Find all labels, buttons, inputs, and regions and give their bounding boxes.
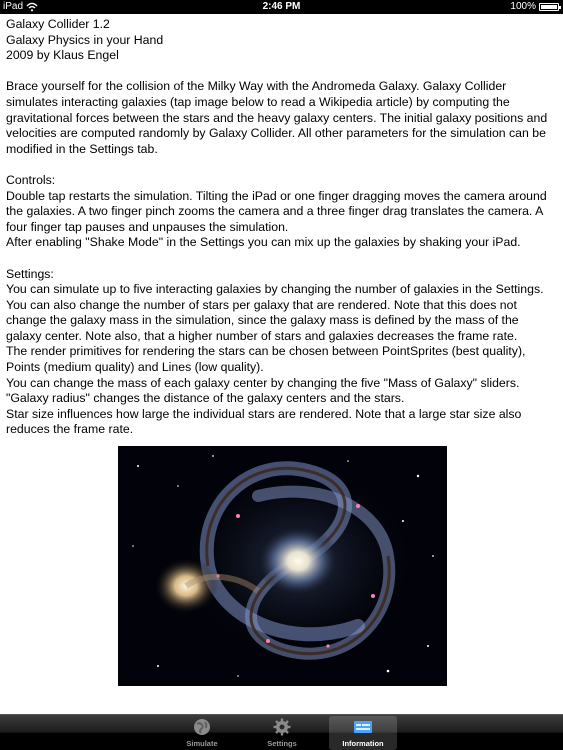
whirlpool-galaxy-picture — [118, 446, 447, 686]
tab-information-label: Information — [342, 739, 384, 748]
shake-paragraph: After enabling "Shake Mode" in the Settings you can mix up the galaxies by shaking your iPad. — [6, 235, 521, 250]
gear-icon — [272, 717, 292, 737]
settings-paragraph-1: You can simulate up to five interacting galaxies by changing the number of galaxies in the Settings. You can also change the number of stars per galaxy that are rendered. Note that this does not change the galaxy mass in the simulation, since the galaxy mass is defined by the mass of the galaxy center. Note also, that a higher number of stars and galaxies decreases the frame rate. — [6, 282, 544, 343]
settings-paragraph-2: The render primitives for rendering the stars can be chosen between PointSprites (best quality), Points (medium quality) and Lines (low quality). — [6, 344, 526, 375]
status-bar — [0, 0, 563, 14]
status-right — [510, 0, 559, 14]
intro-paragraph: Brace yourself for the collision of the Milky Way with the Andromeda Galaxy. Galaxy Collider simulates interacting galaxies (tap image below to read a Wikipedia article) by computing the gravitational forces between the stars and the heavy galaxy centers. The initial galaxy positions and velocities are computed randomly by Galaxy Collider. All other parameters for the simulation can be modified in the Settings tab. — [6, 79, 548, 156]
controls-heading: Controls: — [6, 172, 56, 187]
tab-settings-label: Settings — [267, 739, 297, 748]
app-title: Galaxy Collider 1.2 — [6, 17, 110, 31]
tab-settings[interactable] — [248, 716, 316, 750]
settings-paragraph-3: You can change the mass of each galaxy center by changing the five "Mass of Galaxy" sliders. "Galaxy radius" changes the distance of the galaxy centers and the stars. — [6, 375, 520, 406]
tab-information[interactable] — [329, 716, 397, 750]
tab-simulate-label: Simulate — [186, 739, 218, 748]
tab-bar — [0, 714, 563, 750]
app-subtitle: Galaxy Physics in your Hand — [6, 32, 164, 47]
tab-simulate[interactable] — [168, 716, 236, 750]
settings-heading: Settings: — [6, 266, 54, 281]
app-credit: 2009 by Klaus Engel — [6, 48, 119, 63]
controls-paragraph: Double tap restarts the simulation. Tilting the iPad or one finger dragging moves the camera around the galaxies. A two finger pinch zooms the camera and a three finger drag translates the camera. A four finger tap pauses and unpauses the simulation. — [6, 188, 547, 234]
battery-icon — [539, 3, 559, 11]
info-icon — [353, 717, 373, 737]
device-name: iPad — [3, 1, 24, 12]
galaxy-image[interactable] — [118, 446, 447, 686]
globe-icon — [192, 717, 212, 737]
status-time: 2:46 PM — [262, 1, 301, 12]
settings-paragraph-4: Star size influences how large the individual stars are rendered. Note that a large star size also reduces the frame rate. — [6, 406, 522, 437]
battery-percent: 100% — [510, 1, 536, 12]
